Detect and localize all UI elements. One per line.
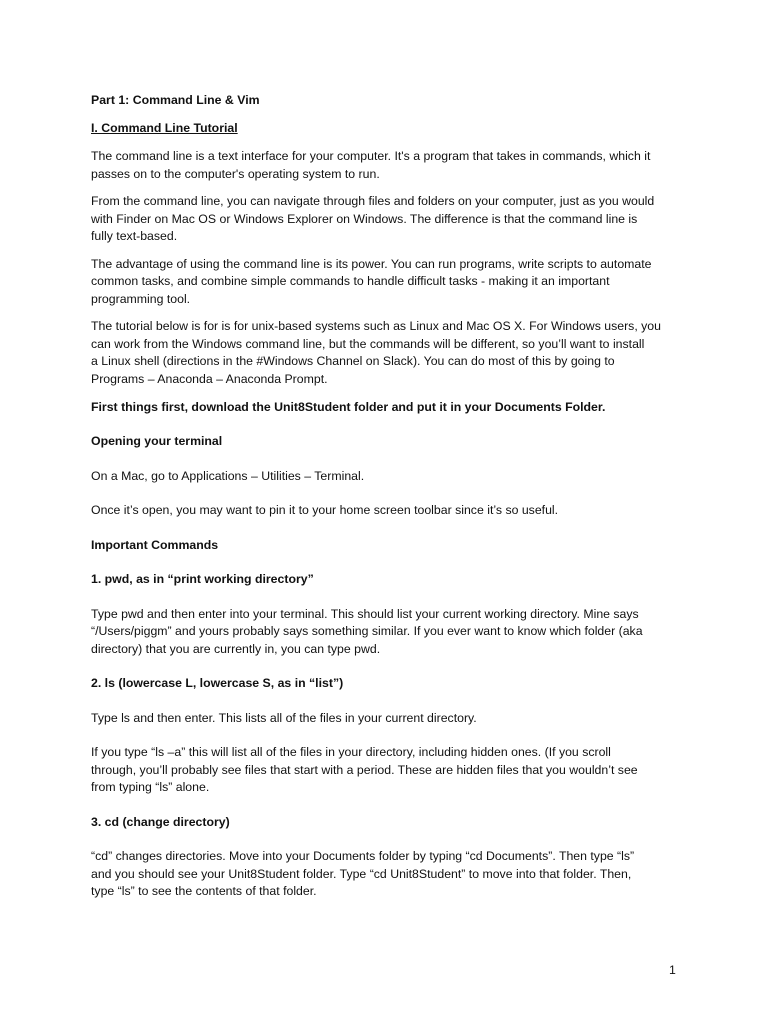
first-things-instruction: First things first, download the Unit8Student folder and put it in your Documents Folder. — [91, 399, 606, 414]
ls-body: Type ls and then enter. This lists all of the files in your current directory. — [91, 710, 477, 725]
paragraph-line: From the command line, you can navigate through files and folders on your computer, just as you would — [91, 194, 655, 208]
paragraph-line: programming tool. — [91, 291, 191, 306]
paragraph-intro — [91, 148, 681, 183]
paragraph-line: fully text-based. — [91, 229, 178, 243]
paragraph-line: The advantage of using the command line is its power. You can run programs, write scripts to automate — [91, 256, 652, 271]
paragraph-line: type “ls” to see the contents of that folder. — [91, 884, 317, 898]
paragraph-line: “cd” changes directories. Move into your Documents folder by typing “cd Documents”. Then type “ls” — [91, 849, 635, 863]
paragraph-line: “/Users/piggm” and yours probably says something similar. If you ever want to know which folder (aka — [91, 624, 643, 638]
page-content — [91, 92, 681, 901]
paragraph-line: common tasks, and combine simple commands to handle difficult tasks - making it an important — [91, 274, 610, 288]
ls-a-body — [91, 744, 681, 797]
opening-terminal-heading: Opening your terminal — [91, 434, 223, 448]
paragraph-line: can work from the Windows command line, but the commands will be different, so you’ll want to install — [91, 336, 645, 351]
page-number: 1 — [669, 963, 676, 977]
page-title: Part 1: Command Line & Vim — [91, 93, 260, 107]
cd-heading: 3. cd (change directory) — [91, 814, 230, 829]
pin-instruction: Once it’s open, you may want to pin it to your home screen toolbar since it’s so useful. — [91, 503, 559, 517]
paragraph-line: a Linux shell (directions in the #Windows Channel on Slack). You can do most of this by going to — [91, 354, 615, 368]
cd-body — [91, 848, 681, 901]
paragraph-line: Programs – Anaconda – Anaconda Prompt. — [91, 371, 328, 386]
section-heading: I. Command Line Tutorial — [91, 121, 238, 135]
paragraph-line: passes on to the computer's operating system to run. — [91, 166, 380, 181]
pwd-body — [91, 606, 681, 659]
paragraph-advantage — [91, 256, 681, 309]
paragraph-navigate — [91, 193, 681, 246]
paragraph-line: The command line is a text interface for your computer. It's a program that takes in commands, which it — [91, 149, 651, 163]
important-commands-heading: Important Commands — [91, 537, 219, 552]
paragraph-line: through, you’ll probably see files that start with a period. These are hidden files that you wouldn’t see — [91, 762, 638, 777]
paragraph-line: with Finder on Mac OS or Windows Explorer on Windows. The difference is that the command line is — [91, 211, 638, 226]
ls-heading: 2. ls (lowercase L, lowercase S, as in “list”) — [91, 676, 344, 690]
paragraph-line: Type pwd and then enter into your terminal. This should list your current working directory. Mine says — [91, 606, 639, 621]
paragraph-line: and you should see your Unit8Student folder. Type “cd Unit8Student” to move into that folder. Then, — [91, 866, 632, 881]
pwd-heading: 1. pwd, as in “print working directory” — [91, 572, 314, 586]
mac-instruction: On a Mac, go to Applications – Utilities – Terminal. — [91, 468, 365, 483]
paragraph-line: directory) that you are currently in, you can type pwd. — [91, 641, 381, 656]
paragraph-tutorial — [91, 318, 681, 388]
paragraph-line: The tutorial below is for is for unix-based systems such as Linux and Mac OS X. For Windows users, you — [91, 319, 661, 333]
paragraph-line: from typing “ls” alone. — [91, 780, 210, 794]
paragraph-line: If you type “ls –a” this will list all of the files in your directory, including hidden ones. (If you scroll — [91, 745, 611, 759]
